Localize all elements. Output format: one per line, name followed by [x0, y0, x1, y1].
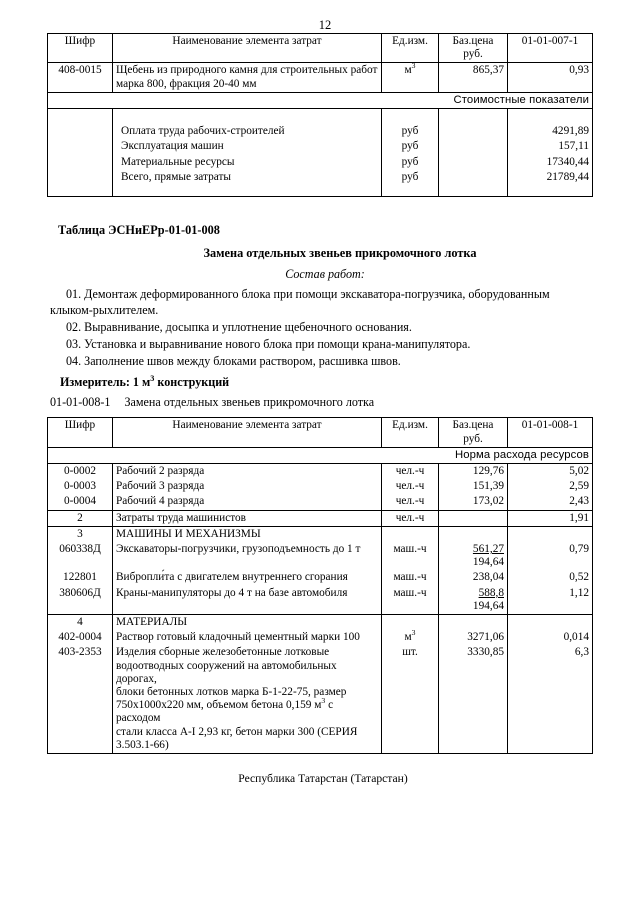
summary-spacer-unit [382, 109, 439, 125]
work-item: 03. Установка и выравнивание нового блока при помощи крана-манипулятора. [66, 337, 471, 352]
measurement-suffix: конструкций [154, 375, 230, 390]
summary-spacer-row [48, 109, 593, 125]
machines-section-price [439, 526, 508, 542]
table-row [48, 63, 593, 92]
row-value: 2,43 [508, 494, 593, 510]
table-heading: Замена отдельных звеньев прикромочного лотка [203, 246, 477, 261]
summary-name: Оплата труда рабочих-строителей [113, 124, 382, 139]
row-value: 0,79 [508, 542, 593, 570]
table-row [48, 630, 593, 645]
document-page [0, 18, 640, 923]
table1-header [48, 34, 593, 63]
row-name-line: Изделия сборные железобетонные лотковые [116, 646, 330, 659]
summary-code [48, 155, 113, 170]
resource-norm-label: Норма расхода ресурсов [48, 447, 593, 463]
machinists-value: 1,91 [508, 510, 593, 526]
row-price-bottom: 194,64 [472, 556, 504, 569]
machines-section-unit [382, 526, 439, 542]
page-number: 12 [318, 18, 332, 32]
volume-superscript: 3 [321, 696, 326, 706]
norm-code-title: Замена отдельных звеньев прикромочного лотка [124, 395, 375, 410]
row-code: 060338Д [48, 542, 113, 570]
row-price: 3271,06 [439, 630, 508, 645]
row-unit: маш.-ч [382, 586, 439, 615]
row-price: 3330,85 [439, 645, 508, 753]
summary-price [439, 139, 508, 154]
row-name-line: блоки бетонных лотков марка Б-1-22-75, размер [116, 686, 347, 699]
machines-section-value [508, 526, 593, 542]
resource-norm-band-row [48, 447, 593, 463]
bottom-spacer-price [439, 185, 508, 197]
row-name [113, 645, 382, 753]
table-row [48, 124, 593, 139]
summary-code [48, 170, 113, 185]
summary-name: Материальные ресурсы [113, 155, 382, 170]
row-price: 238,04 [439, 570, 508, 585]
header-value: 01-01-008-1 [508, 418, 593, 447]
summary-spacer-name [113, 109, 382, 125]
table-row [48, 570, 593, 585]
table-row [48, 586, 593, 615]
norm-code-line [50, 395, 590, 410]
cost-indicators-label: Стоимостные показатели [48, 92, 593, 108]
row-code: 0-0004 [48, 494, 113, 510]
work-item [50, 286, 590, 318]
row-code: 403-2353 [48, 645, 113, 753]
summary-value: 157,11 [508, 139, 593, 154]
row-code: 0-0003 [48, 479, 113, 494]
norm-code: 01-01-008-1 [50, 395, 111, 410]
row-unit: шт. [382, 645, 439, 753]
summary-value: 17340,44 [508, 155, 593, 170]
machines-section-code: 3 [48, 526, 113, 542]
row-unit-text: м [404, 64, 412, 77]
summary-price [439, 155, 508, 170]
machinists-unit: чел.-ч [382, 510, 439, 526]
machinists-code: 2 [48, 510, 113, 526]
materials-section-code: 4 [48, 615, 113, 631]
row-unit-text: м [404, 631, 412, 644]
header-code: Шифр [48, 418, 113, 447]
summary-unit: руб [382, 155, 439, 170]
row-unit: маш.-ч [382, 542, 439, 570]
work-item-continuation: клыком-рыхлителем. [50, 303, 159, 318]
measurement-unit-line [50, 375, 590, 390]
row-price: 173,02 [439, 494, 508, 510]
materials-section-title: МАТЕРИАЛЫ [113, 615, 382, 631]
row-name: Рабочий 2 разряда [113, 464, 382, 480]
table-header-row [48, 34, 593, 63]
row-name: Вибропли́та с двигателем внутреннего сгорания [113, 570, 382, 585]
row-name: Рабочий 3 разряда [113, 479, 382, 494]
summary-spacer-code [48, 109, 113, 125]
row-value: 0,52 [508, 570, 593, 585]
row-unit: чел.-ч [382, 479, 439, 494]
row-unit-superscript: 3 [411, 628, 416, 638]
summary-unit: руб [382, 124, 439, 139]
row-name: Раствор готовый кладочный цементный марки 100 [113, 630, 382, 645]
row-unit [382, 63, 439, 92]
row-price-top: 561,27 [472, 543, 504, 556]
row-code: 122801 [48, 570, 113, 585]
costs-table-007 [47, 33, 593, 197]
header-price-line2: руб. [463, 48, 483, 61]
table1-body [48, 63, 593, 197]
row-unit: чел.-ч [382, 464, 439, 480]
row-name-line: 3.503.1-66) [116, 738, 169, 751]
bottom-spacer-unit [382, 185, 439, 197]
row-unit-superscript: 3 [411, 61, 416, 71]
work-item: 04. Заполнение швов между блоками раствором, расшивка швов. [66, 354, 401, 369]
table2-header [48, 418, 593, 447]
row-name-line2: марка 800, фракция 20-40 мм [116, 77, 257, 90]
row-price [439, 586, 508, 615]
row-value: 2,59 [508, 479, 593, 494]
header-price [439, 34, 508, 63]
table-header-row [48, 418, 593, 447]
bottom-spacer-code [48, 185, 113, 197]
row-name: Рабочий 4 разряда [113, 494, 382, 510]
table-row [48, 510, 593, 526]
row-value: 6,3 [508, 645, 593, 753]
row-name [113, 63, 382, 92]
row-name: Экскаваторы-погрузчики, грузоподъемность до 1 т [113, 542, 382, 570]
row-unit: маш.-ч [382, 570, 439, 585]
header-unit: Ед.изм. [382, 34, 439, 63]
measurement-superscript: 3 [150, 374, 155, 384]
table-row [48, 542, 593, 570]
header-value: 01-01-007-1 [508, 34, 593, 63]
summary-code [48, 124, 113, 139]
header-price-line2: руб. [463, 432, 483, 445]
table-label: Таблица ЭСНиЕРр-01-01-008 [58, 223, 220, 238]
header-name: Наименование элемента затрат [113, 418, 382, 447]
header-name: Наименование элемента затрат [113, 34, 382, 63]
summary-price [439, 170, 508, 185]
row-price [439, 542, 508, 570]
summary-name: Всего, прямые затраты [113, 170, 382, 185]
bottom-spacer-value [508, 185, 593, 197]
summary-bottom-spacer-row [48, 185, 593, 197]
table-row [48, 494, 593, 510]
table-row [48, 170, 593, 185]
table-row [48, 139, 593, 154]
table-row [48, 155, 593, 170]
materials-section-price [439, 615, 508, 631]
row-value: 0,014 [508, 630, 593, 645]
measurement-prefix: Измеритель: 1 м [60, 375, 151, 390]
row-price: 865,37 [439, 63, 508, 92]
page-footer: Республика Татарстан (Татарстан) [238, 772, 408, 786]
costs-table-008 [47, 417, 593, 754]
machines-section-title: МАШИНЫ И МЕХАНИЗМЫ [113, 526, 382, 542]
machinists-name: Затраты труда машинистов [113, 510, 382, 526]
cost-indicators-band-row [48, 92, 593, 108]
row-price-bottom: 194,64 [472, 599, 504, 612]
header-price-line1: Баз.цена [452, 35, 494, 47]
section-row-materials [48, 615, 593, 631]
header-price [439, 418, 508, 447]
row-price-top: 588,8 [478, 586, 504, 599]
row-value: 5,02 [508, 464, 593, 480]
materials-section-unit [382, 615, 439, 631]
summary-name: Эксплуатация машин [113, 139, 382, 154]
row-code: 0-0002 [48, 464, 113, 480]
header-unit: Ед.изм. [382, 418, 439, 447]
summary-unit: руб [382, 170, 439, 185]
row-name: Краны-манипуляторы до 4 т на базе автомобиля [113, 586, 382, 615]
summary-unit: руб [382, 139, 439, 154]
row-name-line1: Щебень из природного камня для строительных работ [116, 64, 378, 77]
materials-section-value [508, 615, 593, 631]
summary-value: 4291,89 [508, 124, 593, 139]
row-price: 151,39 [439, 479, 508, 494]
summary-code [48, 139, 113, 154]
table2-body [48, 447, 593, 753]
table-row [48, 464, 593, 480]
row-name-line: стали класса А-I 2,93 кг, бетон марки 300 (СЕРИЯ [116, 725, 358, 738]
summary-spacer-price [439, 109, 508, 125]
middle-text-block [50, 197, 590, 410]
row-name-line: 750х1000х220 мм, объемом бетона 0,159 $м^3$ с расходом [116, 696, 334, 725]
work-item: 02. Выравнивание, досыпка и уплотнение щебеночного основания. [66, 320, 412, 335]
summary-spacer-value [508, 109, 593, 125]
work-composition-label: Состав работ: [285, 267, 365, 282]
table-row [48, 479, 593, 494]
summary-value: 21789,44 [508, 170, 593, 185]
section-row-machines [48, 526, 593, 542]
row-code: 402-0004 [48, 630, 113, 645]
row-unit: чел.-ч [382, 494, 439, 510]
row-unit [382, 630, 439, 645]
table-row [48, 645, 593, 753]
machinists-price [439, 510, 508, 526]
summary-price [439, 124, 508, 139]
row-value: 0,93 [508, 63, 593, 92]
row-price: 129,76 [439, 464, 508, 480]
row-code: 380606Д [48, 586, 113, 615]
bottom-spacer-name [113, 185, 382, 197]
work-item-text: 01. Демонтаж деформированного блока при помощи экскаватора-погрузчика, оборудованным [66, 287, 550, 302]
header-code: Шифр [48, 34, 113, 63]
header-price-line1: Баз.цена [452, 419, 494, 432]
row-value: 1,12 [508, 586, 593, 615]
row-code: 408-0015 [48, 63, 113, 92]
row-name-line: водоотводных сооружений на автомобильных дорогах, [116, 659, 337, 685]
